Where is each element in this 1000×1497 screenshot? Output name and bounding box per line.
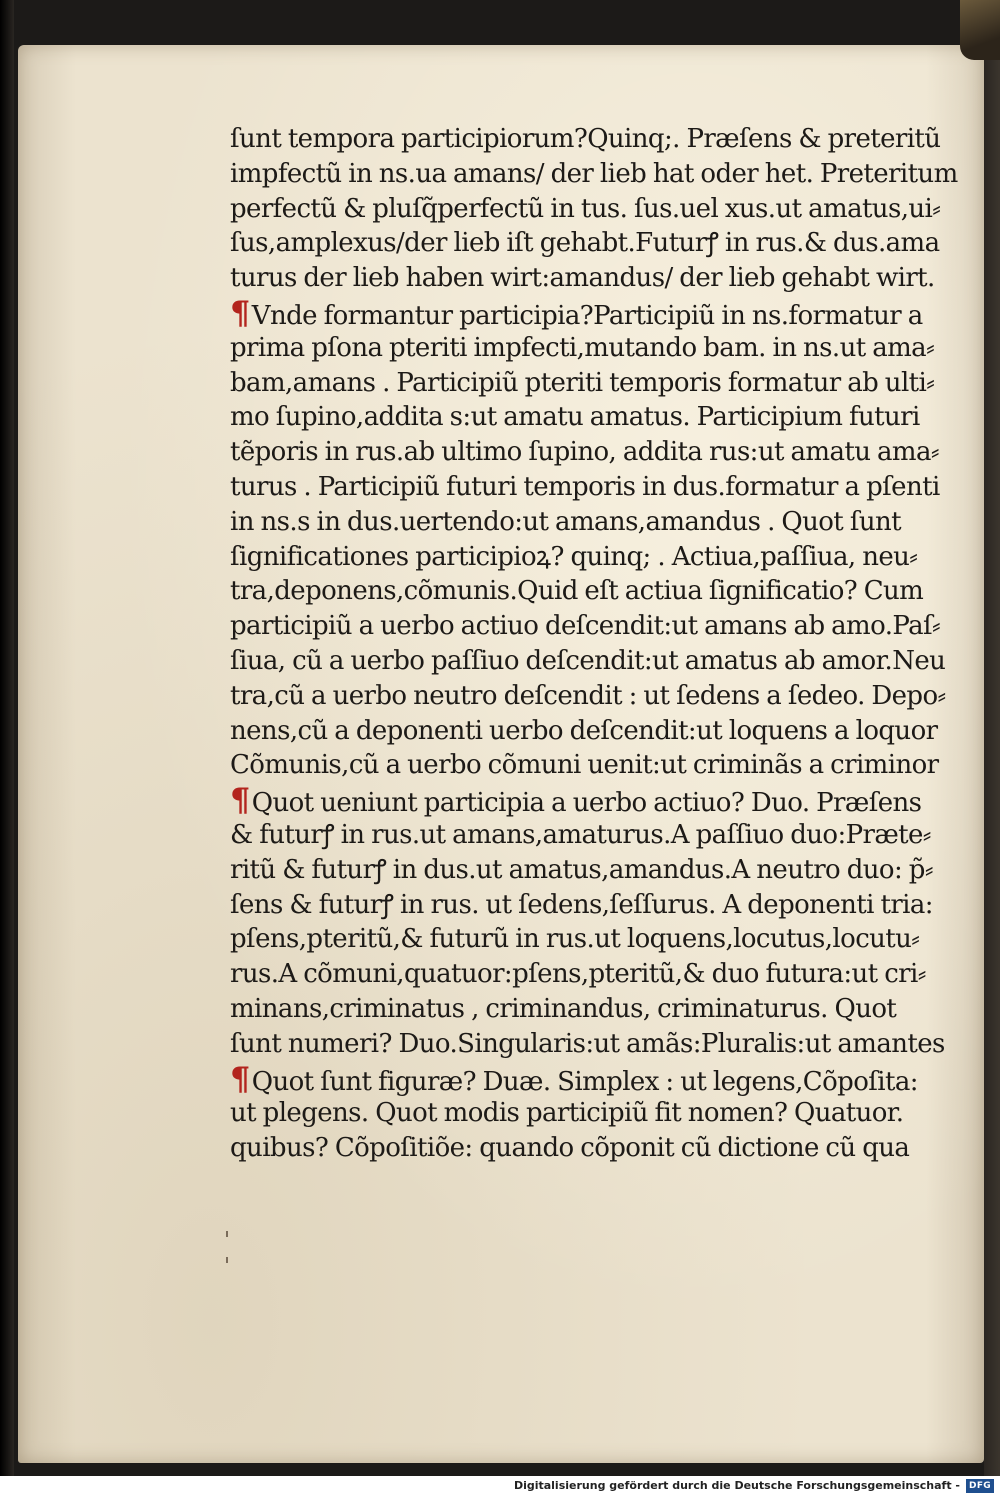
- text-line: [230, 157, 958, 192]
- text-line: [230, 226, 950, 261]
- text-line: [230, 714, 950, 749]
- text-line-content: tra,deponens,cõmunis.Quid eſt actiua ſignificatio? Cum: [230, 576, 924, 607]
- rubric-mark: ¶: [230, 1059, 250, 1098]
- text-line: [230, 992, 950, 1027]
- text-line-content: ſunt numeri? Duo.Singularis:ut amãs:Pluralis:ut amantes: [230, 1028, 945, 1059]
- text-line: [230, 957, 950, 992]
- text-line: [230, 1096, 950, 1131]
- text-line: [230, 435, 950, 470]
- dfg-logo: DFG: [966, 1479, 994, 1493]
- text-line-content: ſus,amplexus/der lieb iſt gehabt.Futurꝭ in rus.& dus.ama: [230, 228, 940, 259]
- text-line-content: tra,cũ a uerbo neutro deſcendit : ut ſedens a ſedeo. Depo⸗: [230, 680, 946, 711]
- text-line-content: tẽporis in rus.ab ultimo ſupino, addita rus:ut amatu ama⸗: [230, 437, 939, 468]
- text-line: [230, 1059, 950, 1098]
- text-line-content: turus . Participiũ futuri temporis in dus.formatur a pſenti: [230, 471, 940, 502]
- text-line-content: prima pſona pteriti impfecti,mutando bam. in ns.ut ama⸗: [230, 332, 935, 363]
- text-line: [230, 470, 950, 505]
- text-line: [230, 748, 950, 783]
- text-line: [230, 574, 950, 609]
- text-line-content: rus.A cõmuni,quatuor:pſens,pteritũ,& duo futura:ut cri⸗: [230, 959, 926, 990]
- text-line: [230, 293, 950, 332]
- text-line: [230, 331, 950, 366]
- text-line-content: ſignificationes participioꝝ? quinq; . Actiua,paſſiua, neu⸗: [230, 541, 918, 572]
- text-line-content: nens,cũ a deponenti uerbo deſcendit:ut loquens a loquor: [230, 715, 938, 746]
- text-line-content: Quot ſunt figuræ? Duæ. Simplex : ut legens,Cõpoſita:: [251, 1066, 918, 1097]
- text-line-content: & futurꝭ in rus.ut amans,amaturus.A paſſiuo duo:Præte⸗: [230, 819, 931, 850]
- text-line-content: minans,criminatus , criminandus, criminaturus. Quot: [230, 993, 897, 1024]
- book-corner: [960, 0, 1000, 60]
- text-line-content: mo ſupino,addita s:ut amatu amatus. Participium futuri: [230, 402, 920, 433]
- text-line: [230, 644, 950, 679]
- text-line: [230, 888, 950, 923]
- text-line: [230, 609, 950, 644]
- text-line: [230, 853, 950, 888]
- text-line: [230, 818, 950, 853]
- text-line-content: participiũ a uerbo actiuo deſcendit:ut amans ab amo.Paſ⸗: [230, 611, 941, 642]
- text-line: [230, 1027, 950, 1062]
- margin-marks: [226, 1231, 230, 1285]
- printed-text-block: [230, 122, 958, 1166]
- binding-edge: [0, 0, 14, 1476]
- text-line: [230, 540, 950, 575]
- text-line-content: perfectũ & pluſq̃perfectũ in tus. ſus.uel xus.ut amatus,ui⸗: [230, 193, 941, 224]
- text-line-content: ritũ & futurꝭ in dus.ut amatus,amandus.A neutro duo: p̃⸗: [230, 854, 933, 885]
- text-line: [230, 505, 950, 540]
- text-line: [230, 783, 950, 818]
- text-line: [230, 261, 950, 296]
- footer-bar: [0, 1476, 1000, 1497]
- text-line: [230, 122, 950, 157]
- text-line: [230, 366, 950, 401]
- text-line-content: ſens & futurꝭ in rus. ut ſedens,ſeſſurus. A deponenti tria:: [230, 889, 933, 920]
- text-line: [230, 1131, 950, 1166]
- funding-credit: Digitalisierung gefördert durch die Deutsche Forschungsgemeinschaft -: [513, 1479, 960, 1492]
- text-line-content: bam,amans . Participiũ pteriti temporis formatur ab ulti⸗: [230, 367, 935, 398]
- text-line-content: ſunt tempora participiorum?Quinq;. Præſens & preteritũ: [230, 124, 941, 154]
- rubric-mark: ¶: [230, 781, 250, 820]
- text-line: [230, 400, 950, 435]
- text-line-content: Vnde formantur participia?Participiũ in ns.formatur a: [251, 300, 923, 331]
- text-line-content: Cõmunis,cũ a uerbo cõmuni uenit:ut criminãs a criminor: [230, 750, 939, 781]
- text-line: [230, 192, 950, 227]
- text-line-content: pſens,pteritũ,& futurũ in rus.ut loquens,locutus,locutu⸗: [230, 924, 920, 955]
- text-line: [230, 679, 950, 714]
- text-line-content: ſiua, cũ a uerbo paſſiuo deſcendit:ut amatus ab amor.Neu: [230, 645, 946, 676]
- text-line-content: in ns.s in dus.uertendo:ut amans,amandus . Quot ſunt: [230, 506, 901, 537]
- book-edge: [984, 60, 1000, 1476]
- text-line-content: quibus? Cõpoſitiõe: quando cõponit cũ dictione cũ qua: [230, 1133, 910, 1164]
- text-line-content: turus der lieb haben wirt:amandus/ der lieb gehabt wirt.: [230, 263, 935, 294]
- text-line-content: ut plegens. Quot modis participiũ fit nomen? Quatuor.: [230, 1098, 904, 1129]
- text-line-content: impfectũ in ns.ua amans/ der lieb hat oder het. Preteritum: [230, 158, 958, 189]
- text-line: [230, 922, 950, 957]
- text-line-content: Quot ueniunt participia a uerbo actiuo? Duo. Præſens: [251, 788, 922, 819]
- rubric-mark: ¶: [230, 293, 250, 332]
